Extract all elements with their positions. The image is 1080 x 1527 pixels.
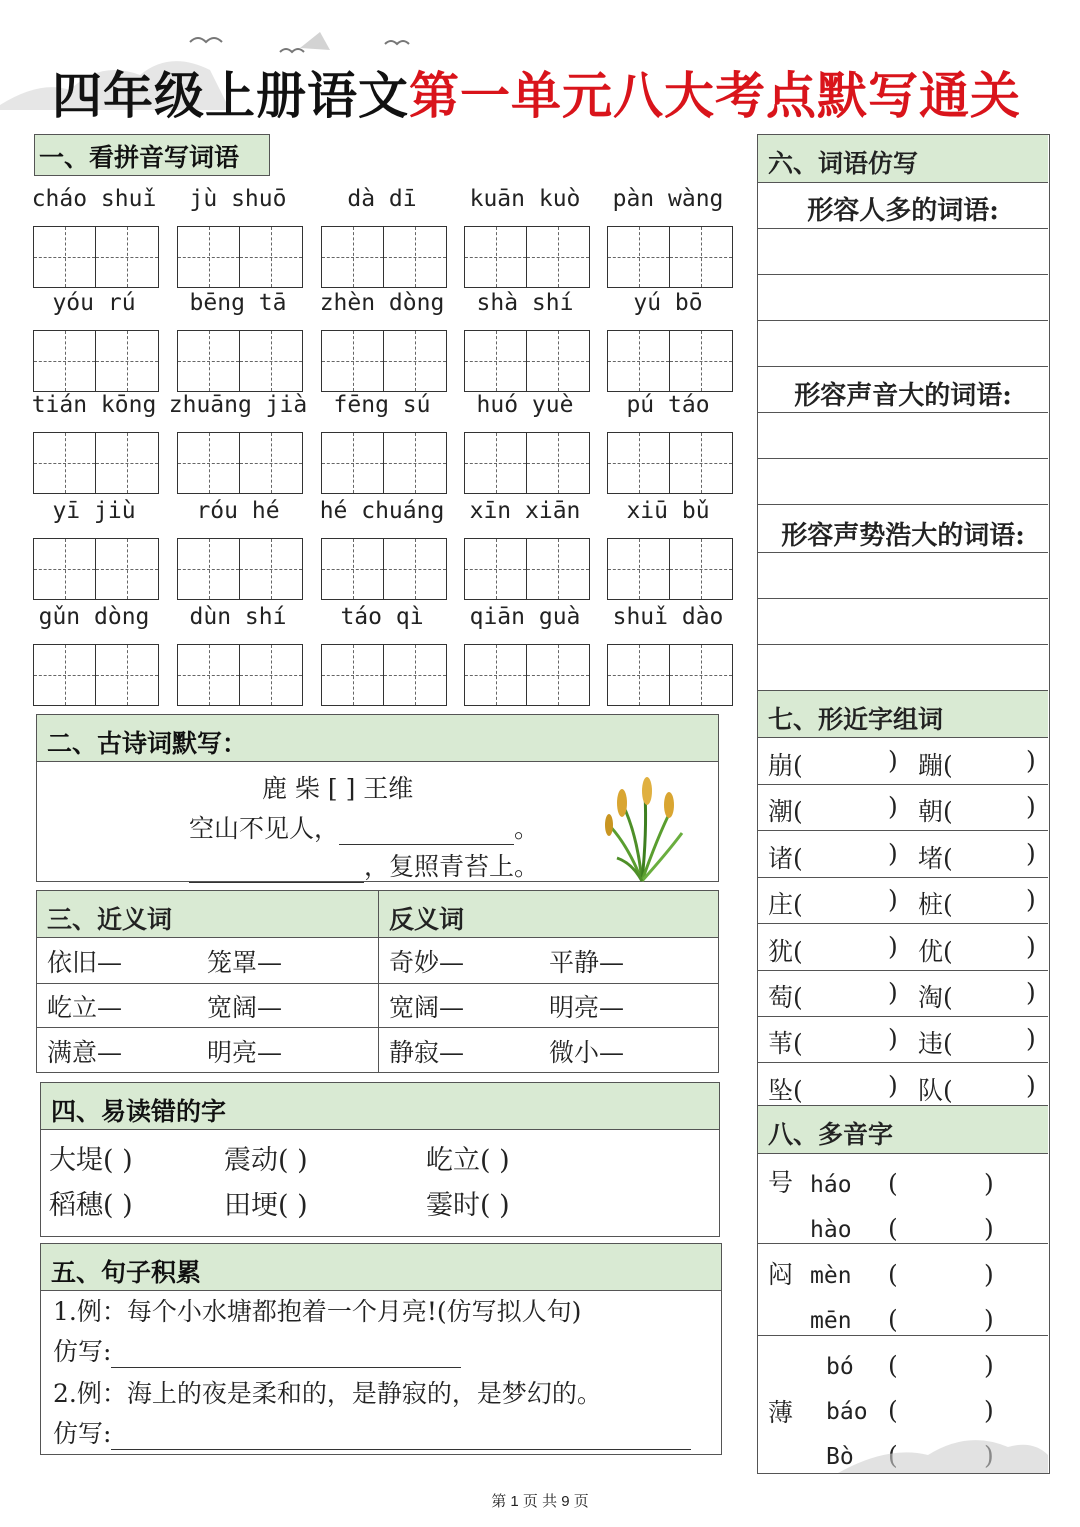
writing-boxes (33, 330, 159, 392)
tianzige-box[interactable] (670, 432, 733, 494)
section6-sub1: 形容人多的词语: (807, 196, 999, 226)
tianzige-box[interactable] (384, 538, 447, 600)
rice-plant-icon (597, 773, 687, 883)
writing-boxes (464, 644, 590, 706)
synonym-item: 屹立— (47, 993, 123, 1022)
char-a: 坠( (768, 1075, 803, 1105)
polyphone-reading-row (810, 1260, 852, 1289)
paren-close: ) (984, 1260, 994, 1289)
row-divider (37, 1027, 718, 1028)
section5-sentences (40, 1243, 722, 1455)
tianzige-box[interactable] (96, 538, 159, 600)
title-banner (0, 30, 1080, 125)
tianzige-box[interactable] (464, 330, 527, 392)
paren-close: ) (888, 1024, 898, 1054)
poem-line1 (189, 809, 539, 845)
pinyin-label: shuǐ dào (612, 604, 724, 630)
poem-line1-end: 。 (514, 814, 540, 843)
paren-close: ) (1026, 1070, 1036, 1100)
tianzige-box[interactable] (384, 330, 447, 392)
synonym-item: 明亮— (207, 1038, 283, 1067)
paren-close: ) (888, 792, 898, 822)
paren-close: ) (1026, 931, 1036, 961)
tianzige-box[interactable] (240, 432, 303, 494)
tianzige-box[interactable] (464, 226, 527, 288)
writing-boxes (33, 432, 159, 494)
tianzige-box[interactable] (96, 330, 159, 392)
writing-boxes (607, 226, 733, 288)
synonym-item: 依旧— (47, 948, 123, 977)
poem-line2-end: ，复照青苔上。 (364, 852, 540, 881)
char-a: 诸( (768, 843, 803, 873)
tianzige-box[interactable] (240, 330, 303, 392)
paren-close: ) (1026, 978, 1036, 1007)
writing-boxes (321, 538, 447, 600)
section2-poem (36, 714, 719, 882)
poem-title: 鹿 柴 [ ] 王维 (262, 774, 414, 803)
paren-close: ) (888, 978, 898, 1007)
polyphone-reading: bó (826, 1354, 854, 1380)
pinyin-label: yú bō (633, 290, 703, 316)
title-part2: 第一单元八大考点默写通关 (409, 66, 1021, 125)
tianzige-box[interactable] (96, 226, 159, 288)
misread-word: 田埂( ) (224, 1190, 308, 1221)
antonym-item: 宽阔— (389, 993, 465, 1022)
writing-boxes (177, 538, 303, 600)
tianzige-box[interactable] (33, 226, 96, 288)
writing-boxes (33, 226, 159, 288)
section3-synonyms-antonyms (36, 890, 719, 1073)
imitate-label: 仿写: (53, 1337, 112, 1366)
right-column (757, 134, 1050, 1474)
tianzige-box[interactable] (177, 330, 240, 392)
pinyin-label: jù shuō (189, 186, 287, 212)
paren-open: ( (888, 1396, 898, 1425)
paren-close: ) (1026, 838, 1036, 868)
imitate-blank-1[interactable] (111, 1344, 461, 1368)
pinyin-label: gǔn dòng (38, 604, 150, 630)
section4-misread-words (40, 1082, 720, 1237)
paren-close: ) (984, 1169, 994, 1198)
antonym-item: 平静— (549, 948, 625, 977)
paren-close: ) (888, 746, 898, 775)
imitate-line-2 (53, 1414, 691, 1450)
paren-close: ) (984, 1214, 994, 1243)
char-b: 违( (918, 1029, 953, 1059)
antonym-title: 反义词 (389, 905, 465, 934)
writing-boxes (177, 330, 303, 392)
paren-close: ) (984, 1396, 994, 1425)
section2-title: 二、古诗词默写： (37, 715, 718, 762)
polyphone-char: 闷 (768, 1260, 794, 1289)
synonym-title: 三、近义词 (47, 905, 173, 934)
synonym-item: 满意— (47, 1038, 123, 1067)
writing-boxes (464, 538, 590, 600)
row-divider (37, 983, 718, 984)
tianzige-box[interactable] (177, 432, 240, 494)
polyphone-char: 号 (768, 1168, 794, 1197)
page-footer: 第 1 页 共 9 页 (491, 1493, 589, 1510)
pinyin-label: huó yuè (476, 392, 574, 418)
char-a: 苇( (768, 1029, 803, 1059)
tianzige-box[interactable] (527, 330, 590, 392)
polyphone-reading: háo (810, 1172, 852, 1198)
tianzige-box[interactable] (240, 538, 303, 600)
char-b: 队( (918, 1075, 953, 1105)
section5-title: 五、句子积累 (41, 1244, 721, 1291)
char-a: 萄( (768, 983, 803, 1012)
paren-close: ) (888, 1070, 898, 1100)
paren-open: ( (888, 1169, 898, 1198)
imitate-blank-2[interactable] (111, 1426, 691, 1450)
tianzige-box[interactable] (384, 226, 447, 288)
tianzige-box[interactable] (96, 432, 159, 494)
writing-boxes (33, 538, 159, 600)
pinyin-label: hé chuáng (319, 498, 445, 524)
tianzige-box[interactable] (240, 644, 303, 706)
synonym-item: 笼罩— (207, 948, 283, 977)
tianzige-box[interactable] (527, 644, 590, 706)
paren-close: ) (1026, 792, 1036, 822)
section1-title: 一、看拼音写词语 (34, 134, 270, 176)
sentence-example-2: 2.例：海上的夜是柔和的，是静寂的，是梦幻的。 (53, 1379, 602, 1408)
paren-close: ) (888, 931, 898, 961)
tianzige-box[interactable] (177, 226, 240, 288)
poem-blank2[interactable] (189, 859, 364, 883)
writing-boxes (607, 432, 733, 494)
tianzige-box[interactable] (527, 432, 590, 494)
writing-boxes (464, 432, 590, 494)
pinyin-label: zhuāng jià (168, 392, 308, 418)
char-b: 朝( (918, 797, 953, 827)
paren-close: ) (888, 885, 898, 915)
pinyin-label: dùn shí (189, 604, 287, 630)
pinyin-label: pàn wàng (612, 186, 724, 212)
polyphone-reading: báo (826, 1399, 868, 1425)
pinyin-label: yī jiù (52, 498, 136, 524)
pinyin-label: bēng tā (189, 290, 287, 316)
paren-open: ( (888, 1260, 898, 1289)
pinyin-label: dà dī (347, 186, 417, 212)
pinyin-label: róu hé (196, 498, 280, 524)
antonym-item: 静寂— (389, 1038, 465, 1067)
char-b: 优( (918, 936, 953, 966)
polyphone-reading: Bò (826, 1444, 854, 1470)
pinyin-label: xiū bǔ (626, 498, 710, 524)
antonym-item: 明亮— (549, 993, 625, 1022)
polyphone-reading-row (810, 1305, 852, 1334)
pinyin-label: tián kōng (31, 392, 157, 418)
tianzige-box[interactable] (177, 644, 240, 706)
page-title (52, 56, 1021, 128)
writing-boxes (607, 538, 733, 600)
polyphone-reading: mèn (810, 1263, 852, 1289)
antonym-item: 奇妙— (389, 948, 465, 977)
pinyin-label: qiān guà (469, 604, 581, 630)
imitate-line-1 (53, 1332, 461, 1368)
pinyin-label: zhèn dòng (319, 290, 445, 316)
misread-word: 霎时( ) (426, 1190, 510, 1221)
section7-title: 七、形近字组词 (758, 691, 1048, 738)
tianzige-box[interactable] (607, 644, 670, 706)
tianzige-box[interactable] (240, 226, 303, 288)
writing-boxes (177, 432, 303, 494)
tianzige-box[interactable] (670, 538, 733, 600)
tianzige-box[interactable] (607, 432, 670, 494)
tianzige-box[interactable] (321, 226, 384, 288)
tianzige-box[interactable] (321, 644, 384, 706)
poem-blank1[interactable] (339, 821, 514, 845)
tianzige-box[interactable] (670, 644, 733, 706)
paren-open: ( (888, 1351, 898, 1380)
tianzige-box[interactable] (607, 226, 670, 288)
tianzige-box[interactable] (33, 432, 96, 494)
char-b: 蹦( (918, 751, 953, 780)
pinyin-label: fēng sú (333, 392, 431, 418)
pinyin-label: pú táo (626, 392, 710, 418)
writing-boxes (177, 644, 303, 706)
writing-boxes (177, 226, 303, 288)
title-part1: 四年级上册语文 (52, 66, 409, 125)
paren-open: ( (888, 1214, 898, 1243)
misread-word: 震动( ) (224, 1145, 308, 1176)
tianzige-box[interactable] (670, 226, 733, 288)
section4-title: 四、易读错的字 (41, 1083, 719, 1130)
paren-close: ) (1026, 746, 1036, 775)
tianzige-box[interactable] (96, 644, 159, 706)
tianzige-box[interactable] (33, 644, 96, 706)
column-divider (378, 891, 379, 1072)
tianzige-box[interactable] (321, 538, 384, 600)
section8-title: 八、多音字 (758, 1106, 1048, 1153)
antonym-item: 微小— (549, 1038, 625, 1067)
paren-close: ) (1026, 1024, 1036, 1054)
char-a: 潮( (768, 797, 803, 827)
polyphone-reading: mēn (810, 1308, 852, 1334)
section6-sub2: 形容声音大的词语: (794, 381, 1012, 411)
misread-word: 屹立( ) (426, 1145, 510, 1176)
pinyin-label: xīn xiān (469, 498, 581, 524)
char-a: 崩( (768, 751, 803, 780)
tianzige-box[interactable] (33, 330, 96, 392)
imitate-label: 仿写: (53, 1419, 112, 1448)
char-b: 桩( (918, 890, 953, 920)
paren-close: ) (888, 838, 898, 868)
paren-close: ) (984, 1305, 994, 1334)
writing-boxes (464, 330, 590, 392)
polyphone-reading-row (826, 1396, 868, 1425)
synonym-item: 宽阔— (207, 993, 283, 1022)
tianzige-box[interactable] (384, 432, 447, 494)
writing-boxes (607, 330, 733, 392)
tianzige-box[interactable] (33, 538, 96, 600)
paren-open: ( (888, 1305, 898, 1334)
poem-line1-text: 空山不见人， (189, 814, 340, 843)
misread-word: 稻穗( ) (49, 1190, 133, 1221)
tianzige-box[interactable] (670, 330, 733, 392)
writing-boxes (321, 644, 447, 706)
polyphone-reading: hào (810, 1217, 852, 1243)
polyphone-reading-row (810, 1169, 852, 1198)
sentence-example-1: 1.例：每个小水塘都抱着一个月亮!(仿写拟人句) (53, 1297, 582, 1326)
char-b: 堵( (918, 843, 953, 873)
polyphone-reading-row (826, 1351, 854, 1380)
pinyin-label: shà shí (476, 290, 574, 316)
tianzige-box[interactable] (177, 538, 240, 600)
char-a: 庄( (768, 890, 803, 920)
tianzige-box[interactable] (384, 644, 447, 706)
writing-boxes (464, 226, 590, 288)
tianzige-box[interactable] (527, 538, 590, 600)
tianzige-box[interactable] (607, 538, 670, 600)
section6-sub3: 形容声势浩大的词语: (781, 521, 1025, 551)
paren-close: ) (1026, 885, 1036, 915)
writing-boxes (321, 432, 447, 494)
tianzige-box[interactable] (527, 226, 590, 288)
tianzige-box[interactable] (321, 330, 384, 392)
char-a: 犹( (768, 936, 803, 966)
writing-boxes (33, 644, 159, 706)
polyphone-reading-row (810, 1214, 852, 1243)
pinyin-label: táo qì (340, 604, 424, 630)
pinyin-label: cháo shuǐ (31, 186, 157, 212)
tianzige-box[interactable] (607, 330, 670, 392)
writing-boxes (321, 330, 447, 392)
tianzige-box[interactable] (464, 644, 527, 706)
char-b: 淘( (918, 983, 953, 1012)
writing-boxes (607, 644, 733, 706)
section6-title: 六、词语仿写 (758, 135, 1048, 182)
pinyin-label: kuān kuò (469, 186, 581, 212)
writing-boxes (321, 226, 447, 288)
misread-word: 大堤( ) (49, 1145, 133, 1176)
mountain-decoration-icon (778, 1425, 1048, 1473)
tianzige-box[interactable] (464, 432, 527, 494)
paren-close: ) (984, 1351, 994, 1380)
tianzige-box[interactable] (464, 538, 527, 600)
pinyin-label: yóu rú (52, 290, 136, 316)
polyphone-char: 薄 (768, 1398, 794, 1427)
poem-line2 (189, 847, 539, 883)
tianzige-box[interactable] (321, 432, 384, 494)
